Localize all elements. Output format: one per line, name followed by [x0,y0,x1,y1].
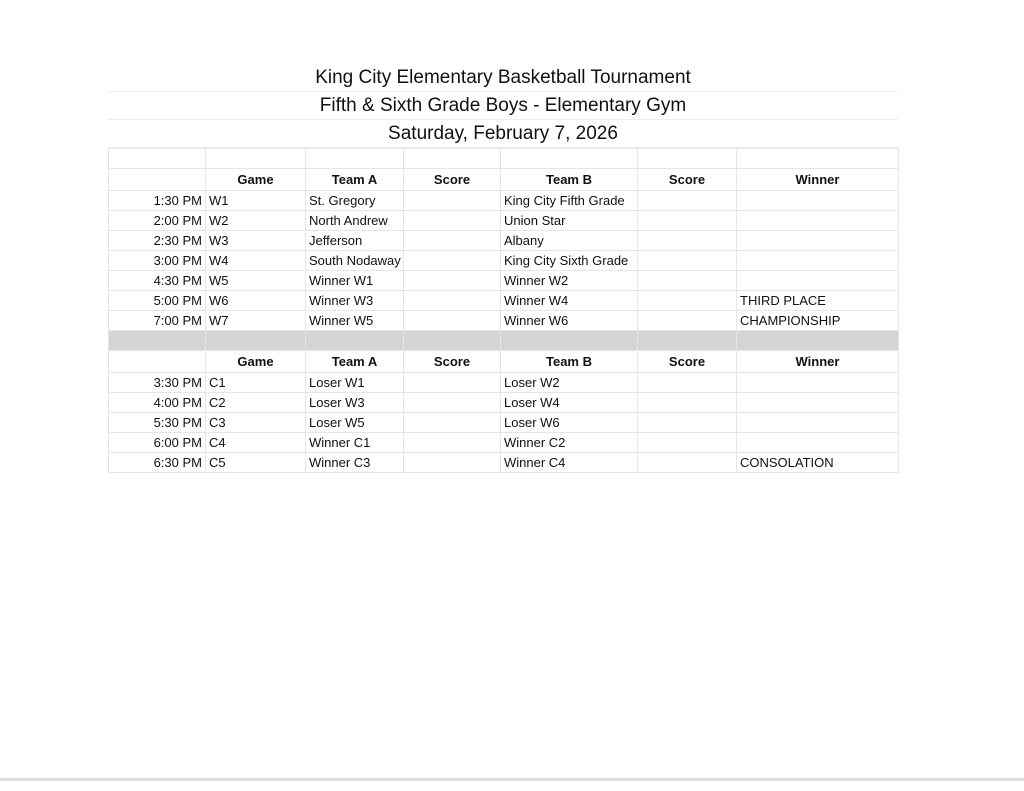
header-score-a: Score [404,169,501,191]
game-time: 3:00 PM [109,251,206,271]
winner [737,231,899,251]
game-row [109,433,899,453]
score-b [638,211,737,231]
game-row [109,373,899,393]
team-b: Loser W4 [501,393,638,413]
score-b [638,433,737,453]
game-row [109,413,899,433]
team-a: Winner C3 [306,453,404,473]
header-game: Game [206,169,306,191]
team-b: Winner C4 [501,453,638,473]
game-id: W6 [206,291,306,311]
winner: CHAMPIONSHIP [737,311,899,331]
division-subtitle: Fifth & Sixth Grade Boys - Elementary Gym [108,92,898,120]
team-a: St. Gregory [306,191,404,211]
score-b [638,191,737,211]
score-b [638,453,737,473]
score-a [404,373,501,393]
header-winner: Winner [737,169,899,191]
team-b: King City Fifth Grade [501,191,638,211]
game-row [109,291,899,311]
winner [737,211,899,231]
scan-edge [0,778,1024,781]
header-game: Game [206,351,306,373]
score-a [404,251,501,271]
team-b: Loser W2 [501,373,638,393]
header-row [109,169,899,191]
game-row [109,191,899,211]
game-id: W5 [206,271,306,291]
score-a [404,413,501,433]
score-b [638,413,737,433]
team-b: King City Sixth Grade [501,251,638,271]
team-a: Loser W5 [306,413,404,433]
game-id: C2 [206,393,306,413]
game-row [109,231,899,251]
winner: THIRD PLACE [737,291,899,311]
game-time: 2:30 PM [109,231,206,251]
game-row [109,453,899,473]
score-b [638,231,737,251]
game-id: C1 [206,373,306,393]
team-a: Winner W1 [306,271,404,291]
score-b [638,311,737,331]
game-id: C5 [206,453,306,473]
team-a: Loser W3 [306,393,404,413]
game-time: 7:00 PM [109,311,206,331]
score-a [404,191,501,211]
team-a: South Nodaway [306,251,404,271]
winner [737,251,899,271]
header-winner: Winner [737,351,899,373]
game-id: W1 [206,191,306,211]
schedule-table [108,148,899,473]
score-b [638,373,737,393]
team-b: Union Star [501,211,638,231]
winner [737,373,899,393]
score-b [638,251,737,271]
score-a [404,311,501,331]
winner [737,271,899,291]
winner: CONSOLATION [737,453,899,473]
schedule-sheet [108,64,898,473]
game-id: W3 [206,231,306,251]
score-a [404,271,501,291]
game-time: 5:00 PM [109,291,206,311]
game-id: W4 [206,251,306,271]
team-b: Winner W6 [501,311,638,331]
team-b: Winner W2 [501,271,638,291]
game-row [109,311,899,331]
blank-row [109,149,899,169]
game-row [109,251,899,271]
game-time: 5:30 PM [109,413,206,433]
game-time: 2:00 PM [109,211,206,231]
team-a: Loser W1 [306,373,404,393]
team-b: Albany [501,231,638,251]
game-id: W2 [206,211,306,231]
winner [737,413,899,433]
separator-band [109,331,899,351]
header-row [109,351,899,373]
score-a [404,393,501,413]
game-row [109,211,899,231]
score-b [638,271,737,291]
score-a [404,231,501,251]
game-time: 1:30 PM [109,191,206,211]
game-time: 4:00 PM [109,393,206,413]
team-b: Winner W4 [501,291,638,311]
team-a: North Andrew [306,211,404,231]
team-a: Winner C1 [306,433,404,453]
team-a: Winner W5 [306,311,404,331]
header-team-a: Team A [306,169,404,191]
game-id: C3 [206,413,306,433]
winner [737,393,899,413]
date-subtitle: Saturday, February 7, 2026 [108,120,898,148]
game-id: W7 [206,311,306,331]
score-b [638,393,737,413]
score-a [404,291,501,311]
header-score-b: Score [638,351,737,373]
game-row [109,393,899,413]
game-id: C4 [206,433,306,453]
winner [737,433,899,453]
header-team-b: Team B [501,169,638,191]
team-b: Winner C2 [501,433,638,453]
header-team-a: Team A [306,351,404,373]
team-a: Jefferson [306,231,404,251]
game-time: 6:30 PM [109,453,206,473]
score-a [404,211,501,231]
header-score-a: Score [404,351,501,373]
header-score-b: Score [638,169,737,191]
score-b [638,291,737,311]
team-b: Loser W6 [501,413,638,433]
winner [737,191,899,211]
score-a [404,453,501,473]
game-row [109,271,899,291]
game-time: 4:30 PM [109,271,206,291]
tournament-title: King City Elementary Basketball Tournament [108,64,898,92]
header-team-b: Team B [501,351,638,373]
score-a [404,433,501,453]
game-time: 3:30 PM [109,373,206,393]
game-time: 6:00 PM [109,433,206,453]
team-a: Winner W3 [306,291,404,311]
